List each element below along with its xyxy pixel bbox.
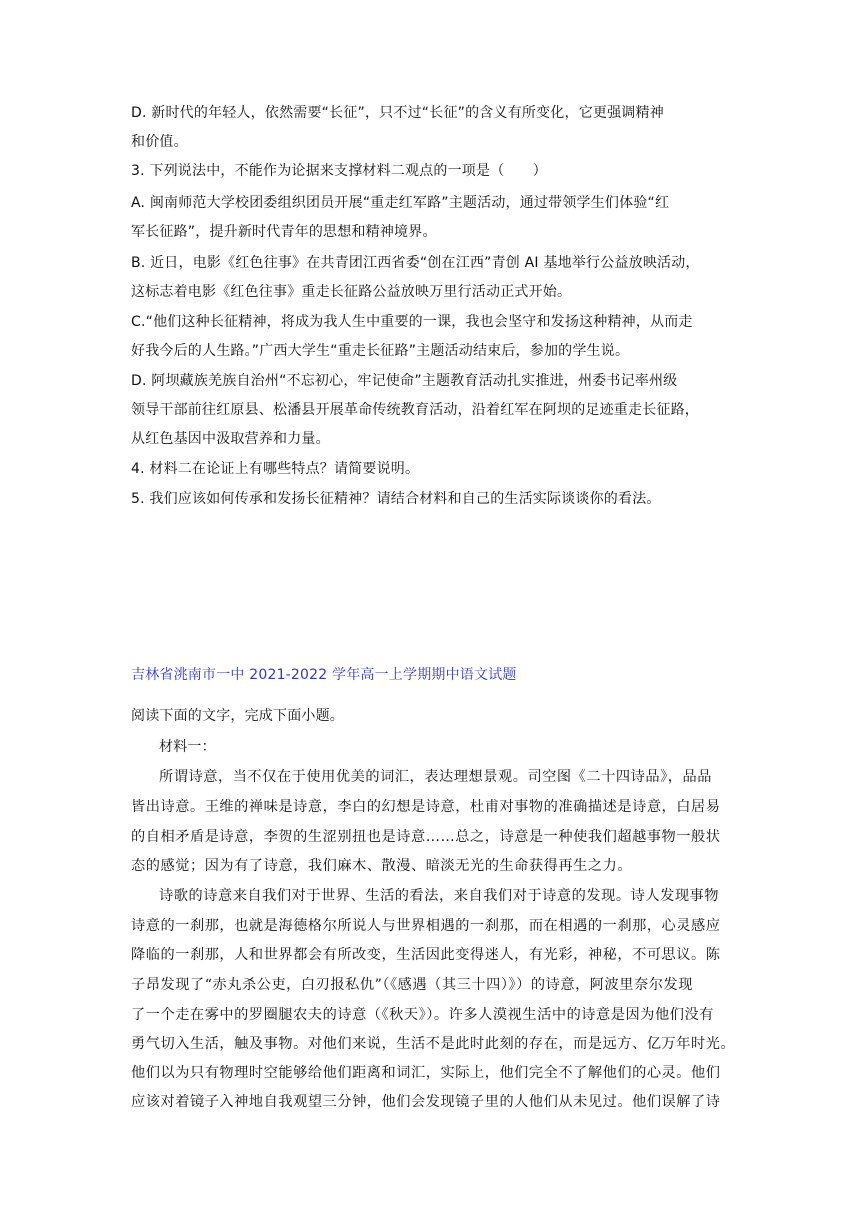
q2-option-d-line-1: D. 新时代的年轻人，依然需要“长征”，只不过“长征”的含义有所变化，它更强调精神 [131,105,664,121]
paragraph-2-line-8: 应该对着镜子入神地自我观望三分钟，他们会发现镜子里的人他们从未见过。他们误解了诗 [131,1094,721,1110]
q2-option-d-line-2: 和价值。 [131,134,188,150]
q3-option-a-line-1: A. 闽南师范大学校团委组织团员开展“重走红军路”主题活动，通过带领学生们体验“红 [131,195,670,211]
paragraph-2-line-7: 他们以为只有物理时空能够给他们距离和词汇，实际上，他们完全不了解他们的心灵。他们 [131,1065,721,1081]
exam-source-link[interactable]: 吉林省洮南市一中 2021-2022 学年高一上学期期中语文试题 [131,667,517,683]
question-5: 5. 我们应该如何传承和发扬长征精神？请结合材料和自己的生活实际谈谈你的看法。 [131,491,661,507]
q3-option-c-line-2: 好我今后的人生路。”广西大学生“重走长征路”主题活动结束后，参加的学生说。 [131,343,630,359]
paragraph-1-line-2: 皆出诗意。王维的禅味是诗意，李白的幻想是诗意，杜甫对事物的准确描述是诗意，白居易 [131,799,721,815]
q3-option-d-line-2: 领导干部前往红原县、松潘县开展革命传统教育活动，沿着红军在阿坝的足迹重走长征路， [131,402,699,418]
paragraph-2-line-6: 勇气切入生活，触及事物。对他们来说，生活不是此时此刻的存在，而是远方、亿万年时光。 [131,1036,736,1052]
paragraph-2-line-2: 诗意的一刹那，也就是海德格尔所说人与世界相遇的一刹那，而在相遇的一刹那，心灵感应 [131,918,721,934]
q3-option-d-line-3: 从红色基因中汲取营养和力量。 [131,431,330,447]
q3-option-d-line-1: D. 阿坝藏族羌族自治州“不忘初心，牢记使命”主题教育活动扎实推进，州委书记率州级 [131,373,678,389]
reading-instruction: 阅读下面的文字，完成下面小题。 [131,708,344,724]
paragraph-2-line-1: 诗歌的诗意来自我们对于世界、生活的看法，来自我们对于诗意的发现。诗人发现事物 [159,888,720,904]
paragraph-2-line-5: 了一个走在雾中的罗圈腿农夫的诗意（《秋天》）。许多人漠视生活中的诗意是因为他们没有 [131,1007,714,1023]
question-3-stem: 3. 下列说法中，不能作为论据来支撑材料二观点的一项是（ ） [131,163,548,179]
material-one-label: 材料一： [159,739,216,755]
paragraph-2-line-4: 子昂发现了“赤丸杀公吏，白刃报私仇”（《感遇（其三十四）》）的诗意，阿波里奈尔发现 [131,977,693,993]
paragraph-1-line-4: 态的感觉；因为有了诗意，我们麻木、散漫、暗淡无光的生命获得再生之力。 [131,858,633,874]
paragraph-2-line-3: 降临的一刹那，人和世界都会有所改变，生活因此变得迷人，有光彩，神秘，不可思议。陈 [131,947,721,963]
paragraph-1-line-1: 所谓诗意，当不仅在于使用优美的词汇，表达理想景观。司空图《二十四诗品》，品品 [159,769,712,785]
q3-option-b-line-1: B. 近日，电影《红色往事》在共青团江西省委“创在江西”青创 AI 基地举行公益放映活动， [131,255,700,271]
question-4: 4. 材料二在论证上有哪些特点？请简要说明。 [131,461,420,477]
q3-option-a-line-2: 军长征路”，提升新时代青年的思想和精神境界。 [131,224,437,240]
paragraph-1-line-3: 的自相矛盾是诗意，李贺的生涩别扭也是诗意……总之，诗意是一种使我们超越事物一般状 [131,829,721,845]
q3-option-c-line-1: C.“他们这种长征精神，将成为我人生中重要的一课，我也会坚守和发扬这种精神，从而走 [131,314,693,330]
q3-option-b-line-2: 这标志着电影《红色往事》重走长征路公益放映万里行活动正式开始。 [131,284,572,300]
